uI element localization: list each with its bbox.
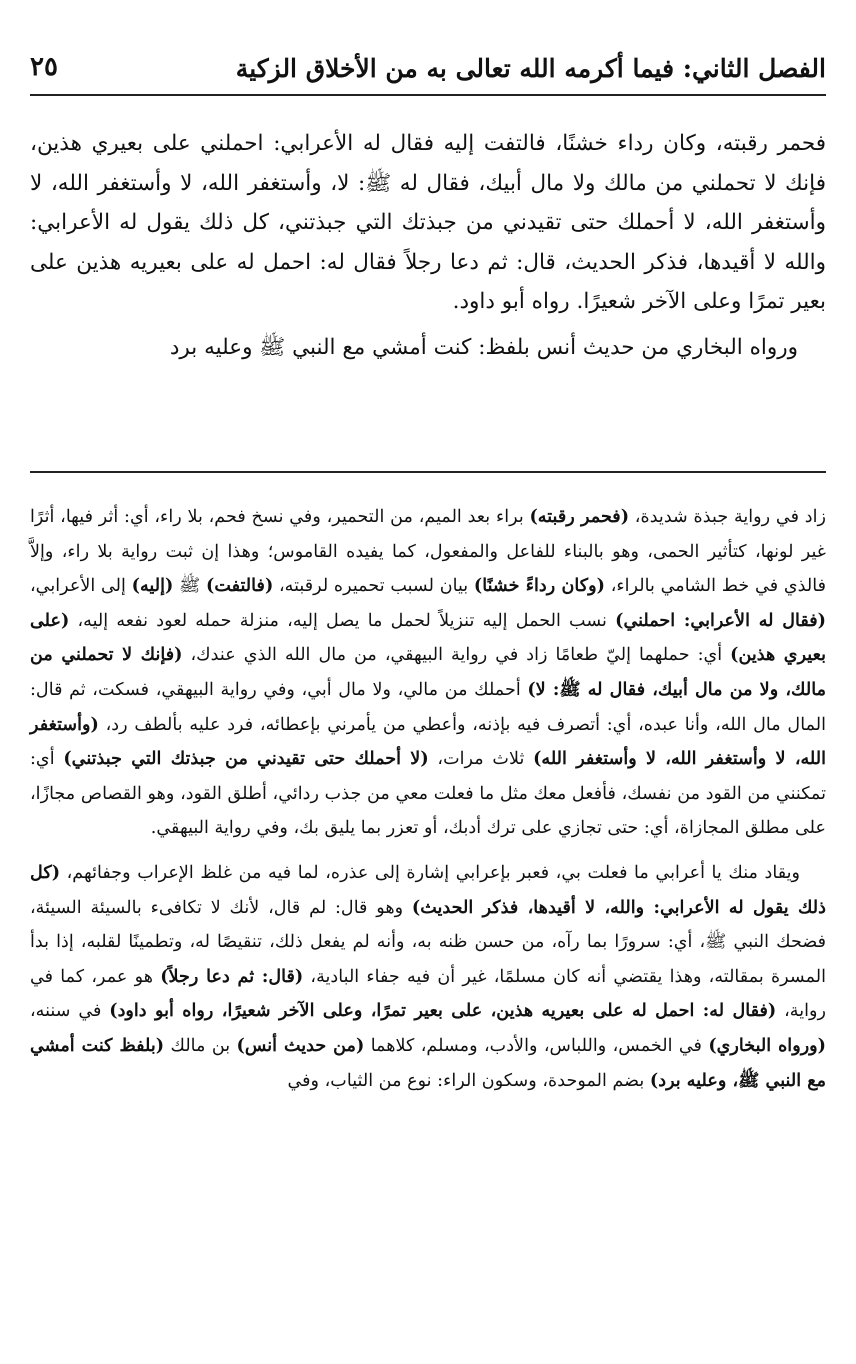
quoted-text-run: (فإنك لا تحملني من مالك، ولا من مال أبيك، فقال له ﷺ: لا) <box>30 644 826 700</box>
main-paragraph-1: فحمر رقبته، وكان رداء خشنًا، فالتفت إليه فقال له الأعرابي: احملني على بعيري هذين، فإنك لا تحملني من مالك ولا مال أبيك، فقال له ﷺ: لا، وأستغفر الله، لا وأستغفر الله، لا وأستغفر الله، لا أحملك حتى تقيدني من جبذتك التي جبذتني، كل ذلك يقول له الأعرابي: والله لا أقيدها، فذكر الحديث، قال: ثم دعا رجلاً فقال له: احمل له على بعيريه هذين على بعير تمرًا وعلى الآخر شعيرًا. رواه أبو داود. <box>30 131 827 314</box>
commentary-text-run: نسب الحمل إليه تنزيلاً لحمل ما يصل إليه، منزلة حمله لعود نفعه إليه، <box>69 610 616 631</box>
commentary-text-run: بن مالك <box>164 1035 237 1056</box>
quoted-text-run: (وأستغفر الله، لا وأستغفر الله، لا وأستغفر الله) <box>30 713 827 770</box>
commentary-paragraph-2 <box>30 856 826 1098</box>
commentary <box>30 500 826 1098</box>
commentary-text-run: في الخمس، واللباس، والأدب، ومسلم، كلاهما <box>364 1035 709 1056</box>
commentary-text-run: وهو قال: لم قال، لأنك لا تكافىء بالسيئة السيئة، فضحك النبي ﷺ، أي: سرورًا بما رآه، من حسن ظنه به، وأنه لم يفعل ذلك، تنقيصًا له، وتطمينًا لقلبه، إذا بدأ المسرة بمقالته، وهذا يقتضي أنه كان مسلمًا، غير أن فيه جفاء البادية، <box>30 897 826 987</box>
commentary-text-run: إلى الأعرابي، <box>30 576 132 597</box>
quoted-text-run: (ورواه البخاري) <box>708 1034 827 1056</box>
commentary-text-run: في سننه، <box>30 1001 110 1022</box>
quoted-text-run: (فحمر رقبته) <box>529 506 630 527</box>
commentary-text-run: أحملك من مالي، ولا مال أبي، وفي رواية البيهقي، فسكت، ثم قال: المال مال الله، وأنا عبده، أي: أتصرف فيه بإذنه، وأعطي من يأمرني بإعطائه، فرد عليه بألطف رد، <box>30 679 826 735</box>
quoted-text-run: (من حديث أنس) <box>236 1034 365 1056</box>
quoted-text-run: (كل ذلك يقول له الأعرابي: والله، لا أقيدها، فذكر الحديث) <box>30 861 826 918</box>
commentary-text-run: أي: حملهما إليّ طعامًا زاد في رواية البيهقي، من مال الله الذي عندك، <box>182 645 731 666</box>
quoted-text-run: (فقال له الأعرابي: احملني) <box>615 609 827 631</box>
quoted-text-run: (إليه) <box>131 575 174 597</box>
commentary-text-run: أي: تمكنني من القود من نفسك، فأفعل معك مثل ما فعلت معي من جذب ردائي، أطلق القود، وهو القصاص مجازًا، على مطلق المجازاة، أي: حتى تجازي على ترك أدبك، أو تعزر بما يليق بك، وفي رواية البيهقي. <box>30 749 826 839</box>
commentary-text-run: ويقاد منك يا أعرابي ما فعلت بي، فعبر بإعرابي إشارة إلى عذره، لما فيه من غلظ الإعراب وجفائهم، <box>60 862 800 883</box>
quoted-text-run: (بلفظ كنت أمشي مع النبي ﷺ، وعليه برد) <box>30 1034 826 1091</box>
commentary-text-run: ﷺ <box>173 576 206 597</box>
commentary-text-run: زاد في رواية جبذة شديدة، <box>629 507 826 527</box>
footnote-divider <box>30 471 826 473</box>
commentary-text-run: براء بعد الميم، من التحمير، وفي نسخ فحم، بلا راء، أي: أثر فيها، أثرًا غير لونها، كتأثير الحمى، وهو بالبناء للفاعل والمفعول، كما يفيده القاموس؛ وهذا إن ثبت رواية بلا راء، وإلاَّ فالذي في خط الشامي بالراء، <box>30 507 826 597</box>
page-number: ٢٥ <box>30 52 58 82</box>
page-header <box>30 44 826 96</box>
commentary-text-run: بيان لسبب تحميره لرقبته، <box>273 576 474 597</box>
quoted-text-run: (قال: ثم دعا رجلاً) <box>160 965 304 987</box>
commentary-text-run: بضم الموحدة، وسكون الراء: نوع من الثياب، وفي <box>287 1070 650 1091</box>
main-text <box>30 124 826 367</box>
quoted-text-run: (فقال له: احمل له على بعيريه هذين، على بعير تمرًا، وعلى الآخر شعيرًا، رواه أبو داود) <box>109 1000 777 1022</box>
quoted-text-run: (لا أحملك حتى تقيدني من جبذتك التي جبذتني) <box>63 748 429 770</box>
commentary-paragraph-1 <box>30 500 826 846</box>
quoted-text-run: (وكان رداءً خشنًا) <box>473 575 605 597</box>
commentary-text-run: ثلاث مرات، <box>428 749 534 770</box>
quoted-text-run: (على بعيري هذين) <box>30 609 826 666</box>
quoted-text-run: (فالتفت) <box>206 575 274 597</box>
commentary-text-run: هو عمر، كما في رواية، <box>30 966 827 1022</box>
chapter-title: الفصل الثاني: فيما أكرمه الله تعالى به من الأخلاق الزكية <box>235 54 826 83</box>
main-paragraph-2: ورواه البخاري من حديث أنس بلفظ: كنت أمشي مع النبي ﷺ وعليه برد <box>169 334 798 360</box>
